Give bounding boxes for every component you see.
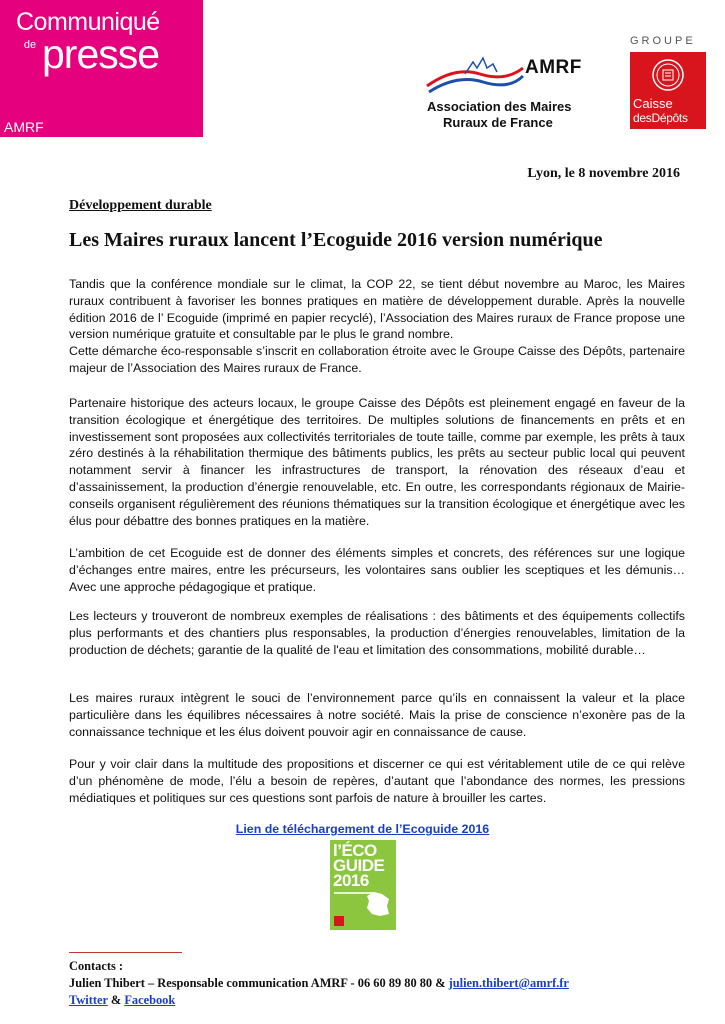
contact-person: Julien Thibert – Responsable communication AMRF - 06 60 89 80 80 & — [69, 975, 446, 990]
social-separator: & — [110, 992, 122, 1007]
twitter-link[interactable]: Twitter — [69, 992, 108, 1007]
contact-email-link[interactable]: julien.thibert@amrf.fr — [448, 975, 569, 990]
social-links — [69, 992, 569, 1009]
cover-title-line-1: l’ÉCO — [333, 841, 377, 860]
cdc-logo — [630, 52, 706, 129]
amrf-waves-icon — [425, 52, 525, 94]
cdc-des-depots: desDépôts — [633, 111, 688, 125]
cover-title — [333, 843, 384, 888]
release-date: Lyon, le 8 novembre 2016 — [527, 166, 680, 181]
banner-org: AMRF — [4, 119, 44, 135]
cdc-groupe-label: GROUPE — [630, 35, 696, 47]
amrf-subtitle-1: Association des Maires — [427, 99, 572, 114]
banner-de: de — [23, 39, 37, 51]
contact-person-line — [69, 975, 569, 992]
ecoguide-cover-image[interactable] — [330, 840, 396, 930]
cover-title-line-2: GUIDE — [333, 856, 385, 875]
france-map-icon — [364, 890, 392, 918]
banner-communique: Communiqué — [16, 8, 160, 36]
paragraph-text: Tandis que la conférence mondiale sur le climat, la COP 22, se tient début novembre au Maroc, les Maires ruraux contribuent à favoriser les bonnes pratiques en matière de développement durable. Après la nouvelle édition 2016 de l’ Ecoguide (imprimé en papier recyclé), l’Association des Maires ruraux de France propose une version numérique gratuite et consultable par le plus le grand nombre. — [69, 277, 685, 342]
amrf-subtitle-2: Ruraux de France — [443, 115, 553, 130]
contacts-block — [69, 958, 569, 1008]
download-ecoguide-link[interactable]: Lien de téléchargement de l’Ecoguide 2016 — [235, 822, 490, 836]
paragraph-text: Cette démarche éco-responsable s’inscrit en collaboration étroite avec le Groupe Caisse des Dépôts, partenaire majeur de l’Association des Maires ruraux de France. — [69, 344, 685, 375]
contacts-heading: Contacts : — [69, 959, 124, 973]
section-title: Développement durable — [69, 198, 212, 213]
paragraph-ambition: L’ambition de cet Ecoguide est de donner des éléments simples et concrets, des références sur une logique d’échanges entre maires, entre les précurseurs, les volontaires sans oublier les sceptiques et les démunis… Avec une approche pédagogique et pratique. — [69, 546, 685, 594]
banner-presse: presse — [42, 31, 160, 77]
facebook-link[interactable]: Facebook — [124, 992, 176, 1007]
cover-title-line-3: 2016 — [333, 871, 369, 890]
paragraph-environment: Les maires ruraux intègrent le souci de l’environnement parce qu’ils en connaissent la valeur et la place particulière dans les équilibres nécessaires à notre société. Mais la prise de conscience n’exonère pas de la connaissance technique et les élus doivent pouvoir agir en connaissance de cause. — [69, 691, 685, 739]
cover-badge-icon — [334, 916, 344, 926]
amrf-name: AMRF — [525, 57, 582, 78]
cdc-seal-icon — [652, 58, 684, 92]
paragraph-examples: Les lecteurs y trouveront de nombreux exemples de réalisations : des bâtiments et des équipements collectifs plus performants et des chantiers plus responsables, la production d’énergies renouvelables, limitation de la production de déchets; garantie de la qualité de l'eau et limitation des consommations, mobilité durable… — [69, 609, 685, 657]
page-title: Les Maires ruraux lancent l’Ecoguide 2016 version numérique — [69, 229, 603, 251]
contacts-divider — [69, 952, 182, 953]
paragraph-benchmarks: Pour y voir clair dans la multitude des propositions et discerner ce qui est véritablement utile de ce qui relève d’un phénomène de mode, l’élu a besoin de repères, d’autant que l’abondance des normes, les pressions médiatiques et politiques sur ces questions sont parfois de nature à brouiller les cartes. — [69, 757, 685, 805]
press-release-banner — [0, 0, 203, 137]
paragraph-cdc: Partenaire historique des acteurs locaux, le groupe Caisse des Dépôts est pleinement engagé en faveur de la transition écologique et énergétique des territoires. De multiples solutions de financements en prêts et en investissement sont proposées aux collectivités territoriales de toute taille, comme par exemple, les prêts à taux zéro destinés à la réhabilitation thermique des bâtiments publics, les prêts au secteur public local qui peuvent notamment servir à financer les infrastructures de transport, la rénovation des réseaux d’eau et d’assainissement, la production d’énergie renouvelable, etc. En outre, les correspondants régionaux de Mairie-conseils organisent régulièrement des réunions thématiques sur la transition écologique et énergétique avec les élus pour débattre des bonnes pratiques en la matière. — [69, 396, 685, 528]
paragraph-intro — [69, 276, 685, 377]
amrf-logo — [425, 52, 597, 132]
cdc-caisse: Caisse — [633, 96, 673, 111]
